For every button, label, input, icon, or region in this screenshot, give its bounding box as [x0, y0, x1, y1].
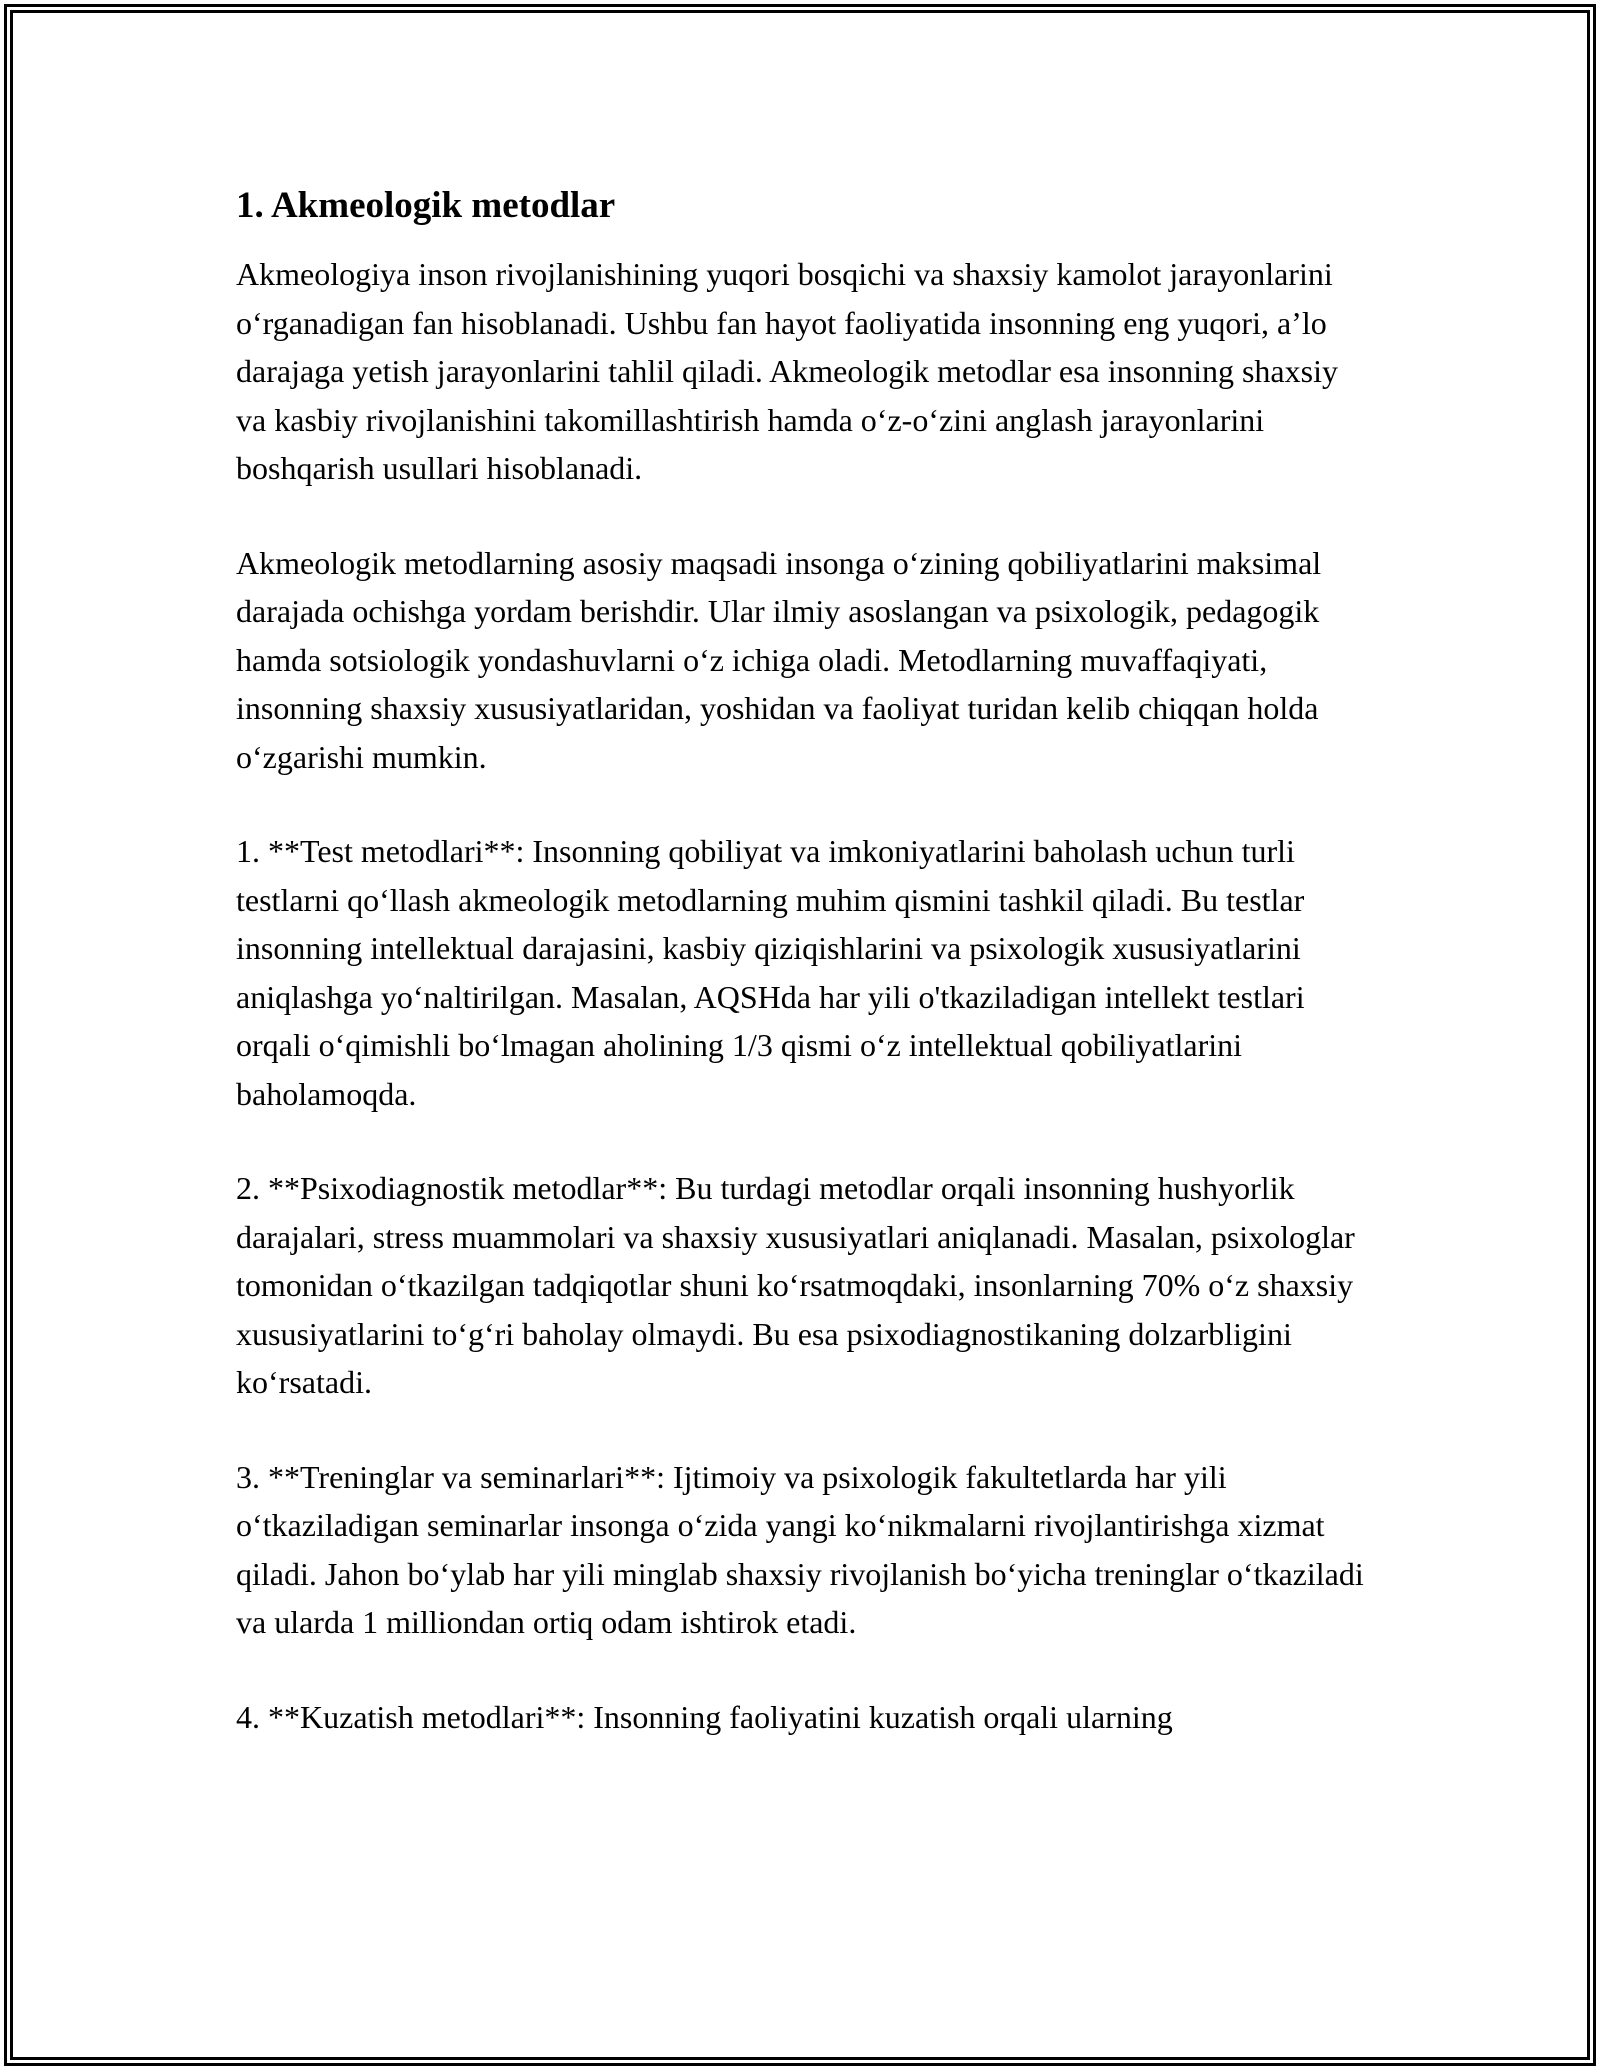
section-title: 1. Akmeologik metodlar: [236, 185, 616, 226]
paragraph-observation-methods: 4. **Kuzatish metodlari**: Insonning faoliyatini kuzatish orqali ularning: [236, 1698, 1173, 1735]
document-body: [236, 182, 1376, 1741]
paragraph-purpose: Akmeologik metodlarning asosiy maqsadi insonga o‘zining qobiliyatlarini maksimal darajada ochishga yordam berishdir. Ular ilmiy asoslangan va psixologik, pedagogik hamda sotsiologik yondashuvlarni o‘z ichiga oladi. Metodlarning muvaffaqiyati, insonning shaxsiy xususiyatlaridan, yoshidan va faoliyat turidan kelib chiqqan holda o‘zgarishi mumkin.: [236, 544, 1322, 775]
paragraph-trainings-seminars: 3. **Treninglar va seminarlari**: Ijtimoiy va psixologik fakultetlarda har yili o‘tkaziladigan seminarlar insonga o‘zida yangi ko‘nikmalarni rivojlantirishga xizmat qiladi. Jahon bo‘ylab har yili minglab shaxsiy rivojlanish bo‘yicha treninglar o‘tkaziladi va ularda 1 milliondan ortiq odam ishtirok etadi.: [236, 1458, 1364, 1640]
paragraph-test-methods: 1. **Test metodlari**: Insonning qobiliyat va imkoniyatlarini baholash uchun turli testlarni qo‘llash akmeologik metodlarning muhim qismini tashkil qiladi. Bu testlar insonning intellektual darajasini, kasbiy qiziqishlarini va psixologik xususiyatlarini aniqlashga yo‘naltirilgan. Masalan, AQSHda har yili o'tkaziladigan intellekt testlari orqali o‘qimishli bo‘lmagan aholining 1/3 qismi o‘z intellektual qobiliyatlarini baholamoqda.: [236, 833, 1305, 1112]
paragraph-psychodiagnostic-methods: 2. **Psixodiagnostik metodlar**: Bu turdagi metodlar orqali insonning hushyorlik darajalari, stress muammolari va shaxsiy xususiyatlari aniqlanadi. Masalan, psixologlar tomonidan o‘tkazilgan tadqiqotlar shuni ko‘rsatmoqdaki, insonlarning 70% o‘z shaxsiy xususiyatlarini to‘g‘ri baholay olmaydi. Bu esa psixodiagnostikaning dolzarbligini ko‘rsatadi.: [236, 1170, 1355, 1400]
paragraph-intro: Akmeologiya inson rivojlanishining yuqori bosqichi va shaxsiy kamolot jarayonlarini o‘rganadigan fan hisoblanadi. Ushbu fan hayot faoliyatida insonning eng yuqori, a’lo darajaga yetish jarayonlarini tahlil qiladi. Akmeologik metodlar esa insonning shaxsiy va kasbiy rivojlanishini takomillashtirish hamda o‘z-o‘zini anglash jarayonlarini boshqarish usullari hisoblanadi.: [236, 256, 1338, 486]
